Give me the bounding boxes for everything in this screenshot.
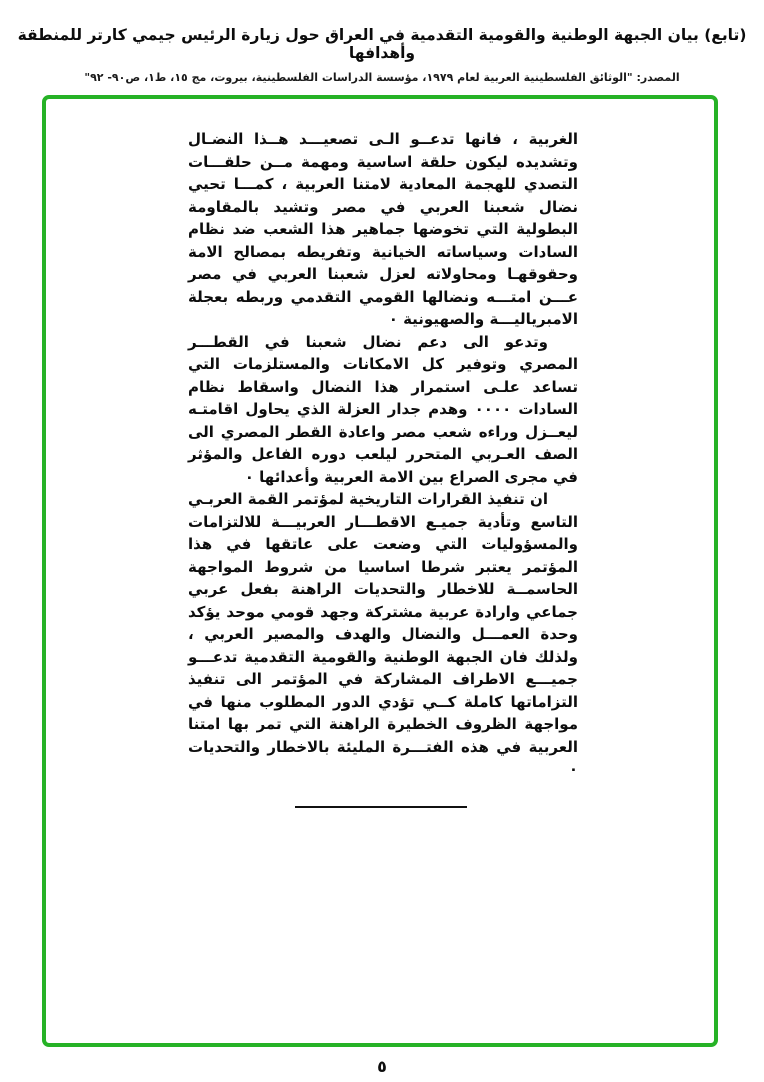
source-citation: المصدر: "الوثائق الفلسطينية العربية لعام ١٩٧٩، مؤسسة الدراسات الفلسطينية، بيروت، مج ١٥، ط١، ص٩٠- ٩٢" — [84, 71, 680, 84]
paragraph-1: الغربية ، فانها تدعــو الـى تصعيـــد هــذا النضـال وتشديده ليكون حلقة اساسية ومهمة مــن حلقـــات التصدي للهجمة المعادية لامتنا العربية ، كمـــا تحيي نضال شعبنا العربي في مصر وتشيد بالمقاومة البطولية التي تخوضها جماهير هذا الشعب ضد نظام السادات وسياساته الخيانية وتفريطه بمصالح الامة وحقوقهـا ومحاولاته لعزل شعبنا العربي في مصر عـــن امتـــه ونضالها القومي التقدمي وربطه بعجلة الامبرياليـــة والصهيونية ٠ — [188, 130, 578, 328]
document-body — [188, 128, 578, 781]
paragraph-2: وتدعو الى دعم نضال شعبنا في القطـــر المصري وتوفير كل الامكانات والمستلزمات التي تساعد علـى استمرار هذا النضال واسقاط نظام السادات ٠٠٠٠ وهدم جدار العزلة الذي يحاول اقامتـه ليعــزل وراءه شعب مصر واعادة القطر المصري الى الصف العـربي المتحرر ليلعب دوره الفاعل والمؤثر في مجرى الصراع بين الامة العربية وأعدائها ٠ — [188, 332, 578, 486]
paragraph-3: ان تنفيذ القرارات التاريخية لمؤتمر القمة العربـي التاسع وتأدية جميـع الاقطـــار العربيـــة للالتزامات والمسؤوليات التي وضعت على عاتقها في هذا المؤتمر يعتبر شرطا اساسيا من شروط المواجهة الحاسمــة للاخطار والتحديات الراهنة بفعل عربي جماعي وارادة عربية مشتركة وجهد قومي موحد يؤكد وحدة العمـــل والنضال والهدف والمصير العربي ، ولذلك فان الجبهة الوطنية والقومية التقدمية تدعـــو جميـــع الاطراف المشاركة في المؤتمر الى تنفيذ التزاماتها كاملة كــي تؤدي الدور المطلوب منها في مواجهة الظروف الخطيرة الراهنة التي تمر بها امتنا العربية في هذه الفتـــرة المليئة بالاخطار والتحديات ٠ — [188, 490, 578, 778]
separator-rule — [295, 806, 467, 808]
document-title: (تابع) بيان الجبهة الوطنية والقومية التقدمية في العراق حول زيارة الرئيس جيمي كارتر للمنطقة وأهدافها — [17, 26, 747, 62]
page-header — [0, 26, 764, 84]
page-number: ٥ — [377, 1057, 387, 1076]
